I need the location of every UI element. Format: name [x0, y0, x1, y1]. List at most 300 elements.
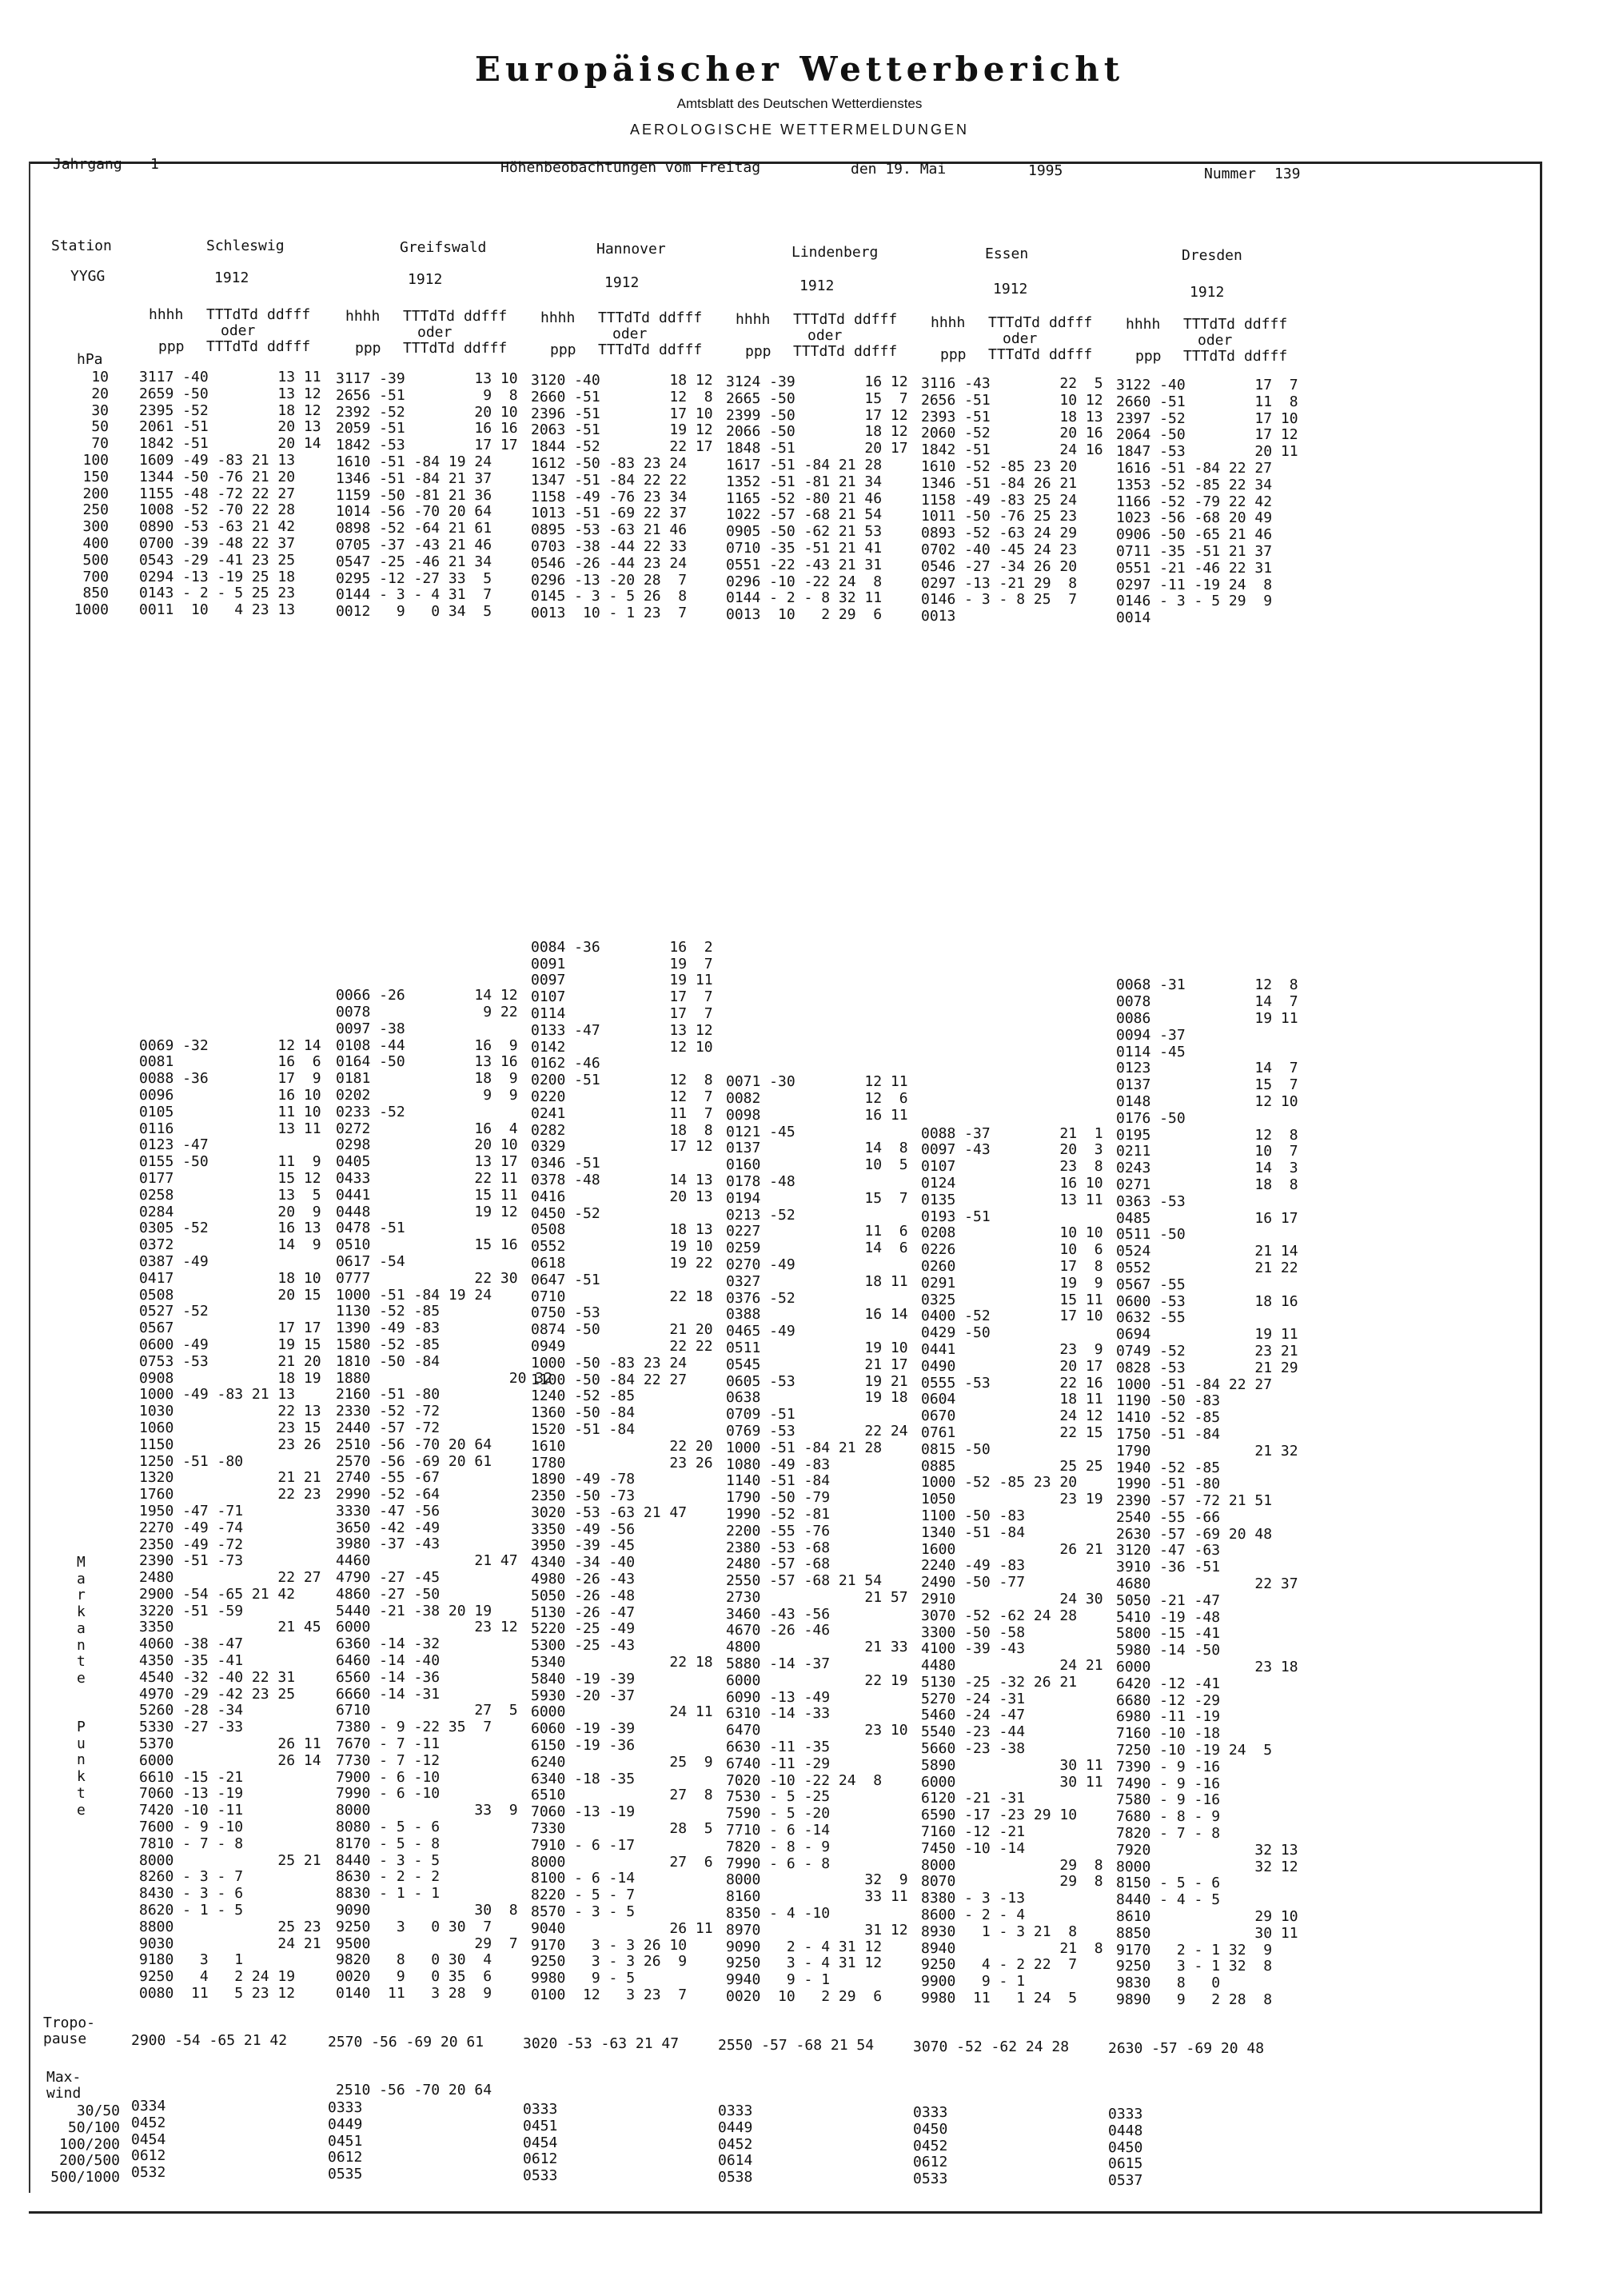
standard-level-row: 2656 -51 10 12: [921, 391, 1103, 409]
significant-point-row: 8940 21 8: [921, 1939, 1103, 1957]
standard-level-row: 1166 -52 -79 22 42: [1116, 493, 1273, 510]
significant-point-row: 0387 -49: [139, 1252, 209, 1270]
significant-point-row: 0670 24 12: [921, 1408, 1103, 1425]
significant-point-row: 0100 12 3 23 7: [531, 1987, 688, 2003]
significant-point-row: 2160 -51 -80: [336, 1386, 441, 1404]
shear-value: 0537: [1108, 2172, 1143, 2190]
significant-point-row: 9250 3 0 30 7: [336, 1918, 492, 1935]
significant-point-row: 0908 18 19: [139, 1369, 321, 1387]
significant-point-row: 0155 -50 11 9: [139, 1153, 321, 1171]
significant-point-row: 0511 -50: [1116, 1226, 1186, 1244]
significant-point-row: 8800 25 23: [139, 1918, 321, 1935]
standard-level-row: 1344 -50 -76 21 20: [139, 468, 296, 485]
significant-point-row: 5130 -26 -47: [531, 1603, 636, 1621]
significant-point-row: 0123 -47: [139, 1136, 209, 1154]
significant-point-row: 6240 25 9: [531, 1753, 713, 1771]
significant-point-row: 1000 -52 -85 23 20: [921, 1474, 1078, 1491]
standard-level-row: 1617 -51 -84 21 28: [726, 456, 883, 473]
standard-level-row: 2063 -51 19 12: [531, 421, 713, 439]
shear-value: 0333: [328, 2099, 363, 2116]
significant-point-row: 0208 10 10: [921, 1224, 1103, 1242]
standard-level-row: 0297 -13 -21 29 8: [921, 574, 1078, 592]
shear-block: [523, 2102, 557, 2185]
standard-level-row: 1346 -51 -84 26 21: [921, 474, 1078, 492]
significant-point-row: 9090 30 8: [336, 1902, 518, 1919]
significant-point-row: 6360 -14 -32: [336, 1635, 441, 1653]
significant-point-row: 1940 -52 -85: [1116, 1459, 1221, 1476]
significant-point-row: 0135 13 11: [921, 1191, 1103, 1208]
significant-point-row: 0243 14 3: [1116, 1160, 1298, 1177]
standard-level-row: 1616 -51 -84 22 27: [1116, 459, 1273, 477]
significant-point-row: 8150 - 5 - 6: [1116, 1875, 1221, 1892]
significant-point-row: 0815 -50: [921, 1440, 991, 1458]
significant-point-row: 0465 -49: [726, 1323, 796, 1340]
markante-letter: e: [77, 1669, 86, 1687]
significant-point-row: 1100 -50 -84 22 27: [531, 1371, 688, 1388]
significant-point-row: 2910 24 30: [921, 1590, 1103, 1607]
significant-point-row: 8000 27 6: [531, 1853, 713, 1871]
significant-point-row: 0388 16 14: [726, 1306, 908, 1324]
maxwind-label-line2: wind: [46, 2085, 82, 2102]
significant-point-row: 1810 -50 -84: [336, 1352, 441, 1370]
significant-point-row: 0885 25 25: [921, 1457, 1103, 1475]
punkte-letter: k: [77, 1768, 86, 1786]
significant-point-row: 1990 -51 -80: [1116, 1475, 1221, 1493]
significant-point-row: 2270 -49 -74: [139, 1519, 244, 1536]
column-header-ddfff: ddfff: [854, 311, 898, 328]
significant-point-row: 3350 -49 -56: [531, 1520, 636, 1538]
significant-point-row: 0710 22 18: [531, 1288, 713, 1305]
standard-level-row: 2392 -52 20 10: [336, 403, 518, 421]
significant-point-row: 0091 19 7: [531, 955, 713, 972]
column-header-tttdtd: TTTdTd: [1183, 348, 1236, 365]
standard-level-row: 0014: [1116, 609, 1151, 627]
significant-point-row: 0478 -51: [336, 1220, 405, 1237]
significant-point-row: 0124 16 10: [921, 1174, 1103, 1192]
shear-value: 0614: [718, 2152, 753, 2170]
standard-level-row: 1346 -51 -84 21 37: [336, 469, 492, 487]
significant-point-row: 7580 - 9 -16: [1116, 1791, 1221, 1809]
significant-point-row: 0618 19 22: [531, 1254, 713, 1272]
column-header-ddfff: ddfff: [1244, 348, 1288, 365]
significant-point-row: 2390 -57 -72 21 51: [1116, 1492, 1273, 1510]
significant-point-row: 8380 - 3 -13: [921, 1890, 1026, 1907]
significant-point-row: 1340 -51 -84: [921, 1523, 1026, 1541]
station-name: Greifswald: [400, 239, 487, 256]
significant-point-row: 0148 12 10: [1116, 1092, 1298, 1110]
significant-point-row: 0647 -51: [531, 1271, 600, 1288]
significant-point-row: 0749 -52 23 21: [1116, 1342, 1298, 1360]
shear-value: 0454: [131, 2130, 166, 2148]
significant-point-row: 6980 -11 -19: [1116, 1708, 1221, 1726]
pressure-level: 850: [82, 585, 109, 602]
significant-point-row: 7330 28 5: [531, 1820, 713, 1838]
significant-point-row: 0227 11 6: [726, 1223, 908, 1240]
significant-point-row: 8080 - 5 - 6: [336, 1819, 441, 1836]
significant-point-row: 6710 27 5: [336, 1702, 518, 1719]
tropopause-row: 2550 -57 -68 21 54: [718, 2037, 875, 2054]
standard-level-row: 3120 -40 18 12: [531, 372, 713, 389]
page-subtitle: Amtsblatt des Deutschen Wetterdienstes: [676, 96, 923, 111]
significant-point-row: 5130 -25 -32 26 21: [921, 1673, 1078, 1691]
significant-point-row: 1610 22 20: [531, 1437, 713, 1455]
significant-point-row: 0508 18 13: [531, 1221, 713, 1239]
significant-point-row: 0114 17 7: [531, 1004, 713, 1022]
significant-point-row: 0604 18 11: [921, 1391, 1103, 1408]
significant-point-row: 0709 -51: [726, 1406, 796, 1424]
significant-point-row: 0325 15 11: [921, 1291, 1103, 1308]
significant-point-row: 9030 24 21: [139, 1935, 321, 1952]
standard-level-row: 2066 -50 18 12: [726, 423, 908, 441]
shear-value: 0450: [913, 2120, 948, 2138]
column-header-ppp: ppp: [1135, 348, 1162, 365]
significant-point-row: 9250 3 - 4 31 12: [726, 1955, 883, 1972]
station-yygg: 1912: [214, 270, 249, 286]
significant-point-row: 0193 -51: [921, 1208, 991, 1225]
significant-point-row: 8000 29 8: [921, 1856, 1103, 1874]
significant-point-row: 1320 21 21: [139, 1469, 321, 1487]
shear-value: 0454: [523, 2134, 558, 2151]
significant-point-row: 8850 30 11: [1116, 1924, 1298, 1942]
shear-value: 0333: [523, 2101, 558, 2118]
significant-point-row: 0600 -53 18 16: [1116, 1292, 1298, 1310]
standard-level-row: 0890 -53 -63 21 42: [139, 518, 296, 536]
standard-level-row: 0013 10 - 1 23 7: [531, 605, 688, 622]
significant-point-row: 7390 - 9 -16: [1116, 1758, 1221, 1775]
significant-point-row: 4680 22 37: [1116, 1575, 1298, 1593]
significant-point-row: 9980 11 1 24 5: [921, 1990, 1078, 2007]
significant-point-row: 0638 19 18: [726, 1389, 908, 1407]
column-header-ddfff: ddfff: [1049, 314, 1093, 331]
significant-point-row: 0097 -38: [336, 1020, 405, 1037]
standard-level-row: 0012 9 0 34 5: [336, 603, 492, 621]
significant-point-row: 5540 -23 -44: [921, 1723, 1026, 1741]
pressure-level: 70: [91, 435, 109, 453]
column-header-ddfff: ddfff: [1049, 346, 1093, 363]
significant-point-row: 0176 -50: [1116, 1109, 1186, 1127]
significant-point-row: 0108 -44 16 9: [336, 1036, 518, 1054]
column-header-oder: oder: [612, 325, 648, 342]
standard-level-row: 0893 -52 -63 24 29: [921, 525, 1078, 542]
column-header-oder: oder: [1003, 330, 1038, 347]
standard-level-row: 1023 -56 -68 20 49: [1116, 509, 1273, 527]
significant-point-row: 5220 -25 -49: [531, 1620, 636, 1638]
punkte-letter: P: [77, 1719, 86, 1735]
section-heading: AEROLOGISCHE WETTERMELDUNGEN: [629, 122, 970, 138]
column-header-tttdtd: TTTdTd: [598, 341, 651, 358]
tropopause-row: 2630 -57 -69 20 48: [1108, 2040, 1265, 2057]
significant-point-row: 4670 -26 -46: [726, 1622, 831, 1639]
standard-levels-block: [139, 369, 321, 619]
significant-point-row: 1000 -51 -84 21 28: [726, 1439, 883, 1456]
significant-point-row: 0552 19 10: [531, 1238, 713, 1256]
significant-point-row: 4480 24 21: [921, 1657, 1103, 1675]
station-name: Schleswig: [206, 238, 285, 254]
significant-point-row: 7060 -13 -19: [531, 1803, 636, 1821]
column-header-ppp: ppp: [550, 341, 576, 358]
column-header-tttdtd: TTTdTd: [793, 311, 846, 328]
significant-points-block: [1116, 977, 1298, 2008]
significant-point-row: 4860 -27 -50: [336, 1585, 441, 1603]
standard-level-row: 1013 -51 -69 22 37: [531, 505, 688, 522]
standard-level-row: 0895 -53 -63 21 46: [531, 521, 688, 539]
standard-level-row: 1844 -52 22 17: [531, 438, 713, 456]
significant-point-row: 0097 -43 20 3: [921, 1141, 1103, 1159]
significant-point-row: 7490 - 9 -16: [1116, 1775, 1221, 1792]
significant-point-row: 0181 18 9: [336, 1070, 518, 1088]
significant-point-row: 9890 9 2 28 8: [1116, 1991, 1273, 2008]
significant-point-row: 4980 -26 -43: [531, 1571, 636, 1588]
significant-point-row: 1000 -51 -84 19 24: [336, 1286, 492, 1304]
shear-layer-label-column: [32, 2103, 120, 2186]
significant-point-row: 1360 -50 -84: [531, 1404, 636, 1422]
significant-point-row: 0202 9 9: [336, 1086, 518, 1104]
significant-point-row: 0084 -36 16 2: [531, 938, 713, 956]
shear-value: 0452: [913, 2137, 948, 2154]
significant-point-row: 0508 20 15: [139, 1286, 321, 1304]
significant-point-row: 7820 - 8 - 9: [726, 1838, 831, 1855]
significant-point-row: 8260 - 3 - 7: [139, 1868, 244, 1886]
standard-level-row: 3116 -43 22 5: [921, 375, 1103, 392]
significant-point-row: 8600 - 2 - 4: [921, 1907, 1026, 1924]
standard-level-row: 0551 -22 -43 21 31: [726, 556, 883, 573]
significant-point-row: 4350 -35 -41: [139, 1652, 244, 1670]
significant-point-row: 0753 -53 21 20: [139, 1352, 321, 1370]
standard-level-row: 1612 -50 -83 23 24: [531, 454, 688, 472]
shear-block: [913, 2105, 947, 2188]
significant-point-row: 7250 -10 -19 24 5: [1116, 1742, 1273, 1759]
significant-point-row: 7530 - 5 -25: [726, 1788, 831, 1806]
standard-level-row: 0011 10 4 23 13: [139, 601, 296, 619]
significant-point-row: 7920 32 13: [1116, 1841, 1298, 1859]
page-frame-left-edge: [29, 162, 30, 2193]
significant-point-row: 0485 16 17: [1116, 1209, 1298, 1227]
significant-point-row: 0874 -50 21 20: [531, 1321, 713, 1339]
standard-level-row: 1842 -51 24 16: [921, 441, 1103, 459]
significant-point-row: 0081 16 6: [139, 1053, 321, 1071]
standard-levels-block: [726, 374, 908, 624]
significant-point-row: 7600 - 9 -10: [139, 1819, 244, 1836]
significant-point-row: 0140 11 3 28 9: [336, 1985, 492, 2002]
significant-point-row: 0490 20 17: [921, 1357, 1103, 1375]
significant-point-row: 6000 24 11: [531, 1703, 713, 1721]
shear-value: 0533: [523, 2167, 558, 2185]
standard-level-row: 0146 - 3 - 5 29 9: [1116, 593, 1273, 610]
standard-level-row: 1847 -53 20 11: [1116, 443, 1298, 461]
significant-point-row: 3980 -37 -43: [336, 1535, 441, 1553]
significant-point-row: 2550 -57 -68 21 54: [726, 1572, 883, 1590]
standard-levels-block: [531, 373, 713, 622]
markante-letter: M: [77, 1554, 86, 1571]
significant-point-row: 2350 -49 -72: [139, 1535, 244, 1553]
significant-point-row: 7670 - 7 -11: [336, 1735, 441, 1753]
pressure-level: 30: [91, 401, 109, 419]
significant-point-row: 7450 -10 -14: [921, 1839, 1026, 1857]
significant-point-row: 7160 -10 -18: [1116, 1725, 1221, 1743]
standard-level-row: 2659 -50 13 12: [139, 385, 321, 402]
station-yygg: 1912: [993, 281, 1028, 297]
significant-point-row: 1750 -51 -84: [1116, 1425, 1221, 1443]
standard-level-row: 0296 -10 -22 24 8: [726, 573, 883, 590]
significant-point-row: 4540 -32 -40 22 31: [139, 1668, 296, 1686]
significant-point-row: 0761 22 15: [921, 1424, 1103, 1441]
significant-point-row: 1950 -47 -71: [139, 1502, 244, 1519]
column-header-hhhh: hhhh: [736, 311, 771, 328]
standard-level-row: 0703 -38 -44 22 33: [531, 537, 688, 555]
standard-level-row: 0702 -40 -45 24 23: [921, 541, 1078, 558]
significant-point-row: 1190 -50 -83: [1116, 1392, 1221, 1410]
column-header-ppp: ppp: [158, 338, 185, 355]
standard-level-row: 2665 -50 15 7: [726, 389, 908, 407]
significant-point-row: 0417 18 10: [139, 1269, 321, 1287]
standard-level-row: 0905 -50 -62 21 53: [726, 523, 883, 541]
pressure-level: 10: [91, 369, 109, 385]
column-header-ppp: ppp: [940, 346, 967, 363]
markante-letter: r: [77, 1587, 86, 1604]
significant-point-row: 0078 9 22: [336, 1003, 518, 1020]
significant-point-row: 0552 21 22: [1116, 1259, 1298, 1276]
significant-point-row: 1410 -52 -85: [1116, 1409, 1221, 1427]
significant-point-row: 6680 -12 -29: [1116, 1691, 1221, 1709]
station-yygg: 1912: [408, 271, 443, 288]
significant-point-row: 0327 18 11: [726, 1272, 908, 1290]
significant-point-row: 2200 -55 -76: [726, 1522, 831, 1539]
significant-point-row: 5050 -26 -48: [531, 1587, 636, 1604]
significant-point-row: 6590 -17 -23 29 10: [921, 1807, 1078, 1824]
significant-point-row: 0510 15 16: [336, 1236, 518, 1254]
significant-point-row: 0178 -48: [726, 1172, 796, 1190]
significant-point-row: 9040 26 11: [531, 1919, 713, 1937]
significant-point-row: 0194 15 7: [726, 1189, 908, 1207]
significant-point-row: 8000 32 9: [726, 1871, 908, 1889]
standard-level-row: 1842 -51 20 14: [139, 435, 321, 453]
punkte-letter: u: [77, 1735, 86, 1752]
standard-level-row: 1610 -51 -84 19 24: [336, 453, 492, 470]
standard-level-row: 0546 -26 -44 23 24: [531, 554, 688, 572]
significant-point-row: 3020 -53 -63 21 47: [531, 1503, 688, 1521]
significant-point-row: 4790 -27 -45: [336, 1569, 441, 1587]
pressure-level: 20: [91, 385, 109, 402]
significant-point-row: 0600 -49 19 15: [139, 1336, 321, 1353]
significant-point-row: 0078 14 7: [1116, 993, 1298, 1011]
significant-point-row: 2730 21 57: [726, 1588, 908, 1606]
significant-point-row: 1520 -51 -84: [531, 1420, 636, 1438]
significant-point-row: 8610 29 10: [1116, 1908, 1298, 1926]
standard-level-row: 1158 -49 -83 25 24: [921, 491, 1078, 509]
significant-point-row: 8000 25 21: [139, 1851, 321, 1869]
significant-point-row: 1140 -51 -84: [726, 1472, 831, 1490]
significant-point-row: 0097 19 11: [531, 972, 713, 989]
shear-value: 0612: [913, 2154, 948, 2171]
significant-point-row: 6660 -14 -31: [336, 1685, 441, 1703]
significant-point-row: 0329 17 12: [531, 1138, 713, 1156]
significant-point-row: 5340 22 18: [531, 1654, 713, 1671]
significant-point-row: 4100 -39 -43: [921, 1640, 1026, 1658]
pressure-level: 300: [82, 518, 109, 536]
significant-point-row: 8350 - 4 -10: [726, 1905, 831, 1923]
significant-point-row: 1790 -50 -79: [726, 1489, 831, 1507]
significant-point-row: 7990 - 6 -10: [336, 1785, 441, 1803]
shear-value: 0612: [131, 2147, 166, 2165]
column-header-hhhh: hhhh: [149, 306, 184, 323]
significant-point-row: 6470 23 10: [726, 1722, 908, 1739]
significant-point-row: 8970 31 12: [726, 1921, 908, 1939]
standard-level-row: 1165 -52 -80 21 46: [726, 489, 883, 507]
significant-point-row: 0524 21 14: [1116, 1243, 1298, 1260]
significant-point-row: 0605 -53 19 21: [726, 1372, 908, 1390]
significant-point-row: 0082 12 6: [726, 1089, 908, 1107]
significant-point-row: 9250 4 2 24 19: [139, 1968, 296, 1986]
significant-point-row: 0142 12 10: [531, 1038, 713, 1056]
column-header-ddfff: ddfff: [464, 340, 508, 357]
maxwind-label-line1: Max-: [46, 2069, 82, 2086]
column-header-tttdtd: TTTdTd: [1183, 316, 1236, 333]
significant-point-row: 2350 -50 -73: [531, 1487, 636, 1505]
significant-point-row: 9940 9 - 1: [726, 1971, 831, 1989]
standard-level-row: 2660 -51 12 8: [531, 388, 713, 405]
significant-point-row: 0020 9 0 35 6: [336, 1968, 492, 1986]
significant-point-row: 6630 -11 -35: [726, 1739, 831, 1756]
shear-value: 0451: [328, 2132, 363, 2150]
column-header-tttdtd: TTTdTd: [403, 308, 456, 325]
standard-level-row: 0710 -35 -51 21 41: [726, 539, 883, 557]
significant-point-row: 3330 -47 -56: [336, 1502, 441, 1519]
significant-point-row: 5330 -27 -33: [139, 1719, 244, 1736]
column-header-ppp: ppp: [745, 343, 772, 360]
significant-point-row: 5980 -14 -50: [1116, 1642, 1221, 1659]
significant-point-row: 5460 -24 -47: [921, 1707, 1026, 1724]
shear-value: 0532: [131, 2164, 166, 2182]
significant-point-row: 5440 -21 -38 20 19: [336, 1602, 492, 1619]
significant-point-row: 0777 22 30: [336, 1269, 518, 1287]
significant-point-row: 5370 26 11: [139, 1735, 321, 1753]
significant-point-row: 0088 -36 17 9: [139, 1070, 321, 1088]
significant-point-row: 0069 -32 12 14: [139, 1036, 321, 1054]
column-header-ddfff: ddfff: [854, 343, 898, 360]
significant-point-row: 9900 9 - 1: [921, 1973, 1026, 1991]
significant-point-row: 1050 23 19: [921, 1491, 1103, 1508]
significant-point-row: 0066 -26 14 12: [336, 987, 518, 1004]
standard-level-row: 1158 -49 -76 23 34: [531, 488, 688, 505]
significant-point-row: 2240 -49 -83: [921, 1557, 1026, 1575]
column-header-tttdtd: TTTdTd: [206, 306, 259, 323]
significant-point-row: 3350 21 45: [139, 1619, 321, 1636]
significant-point-row: 1890 -49 -78: [531, 1471, 636, 1488]
significant-point-row: 0094 -37: [1116, 1026, 1186, 1044]
significant-point-row: 0226 10 6: [921, 1241, 1103, 1259]
significant-point-row: 8220 - 5 - 7: [531, 1887, 636, 1904]
shear-value: 0535: [328, 2166, 363, 2183]
significant-point-row: 3070 -52 -62 24 28: [921, 1607, 1078, 1624]
significant-point-row: 5660 -23 -38: [921, 1740, 1026, 1758]
significant-point-row: 6000 26 14: [139, 1751, 321, 1769]
shear-layer-label: 30/50: [76, 2102, 120, 2119]
significant-point-row: 1580 -52 -85: [336, 1336, 441, 1353]
jahrgang-value: 1: [150, 156, 159, 173]
shear-value: 0449: [328, 2115, 363, 2133]
significant-point-row: 5880 -14 -37: [726, 1655, 831, 1673]
significant-point-row: 6000 30 11: [921, 1773, 1103, 1791]
standard-level-row: 1353 -52 -85 22 34: [1116, 476, 1273, 493]
significant-point-row: 8570 - 3 - 5: [531, 1903, 636, 1921]
significant-point-row: 8930 1 - 3 21 8: [921, 1923, 1078, 1940]
significant-point-row: 0259 14 6: [726, 1240, 908, 1257]
observation-year: 1995: [1028, 162, 1063, 179]
nummer-label: Nummer: [1204, 166, 1257, 182]
significant-point-row: 2510 -56 -70 20 64: [336, 1435, 492, 1453]
station-yygg: 1912: [604, 274, 640, 291]
column-header-ppp: ppp: [355, 340, 381, 357]
